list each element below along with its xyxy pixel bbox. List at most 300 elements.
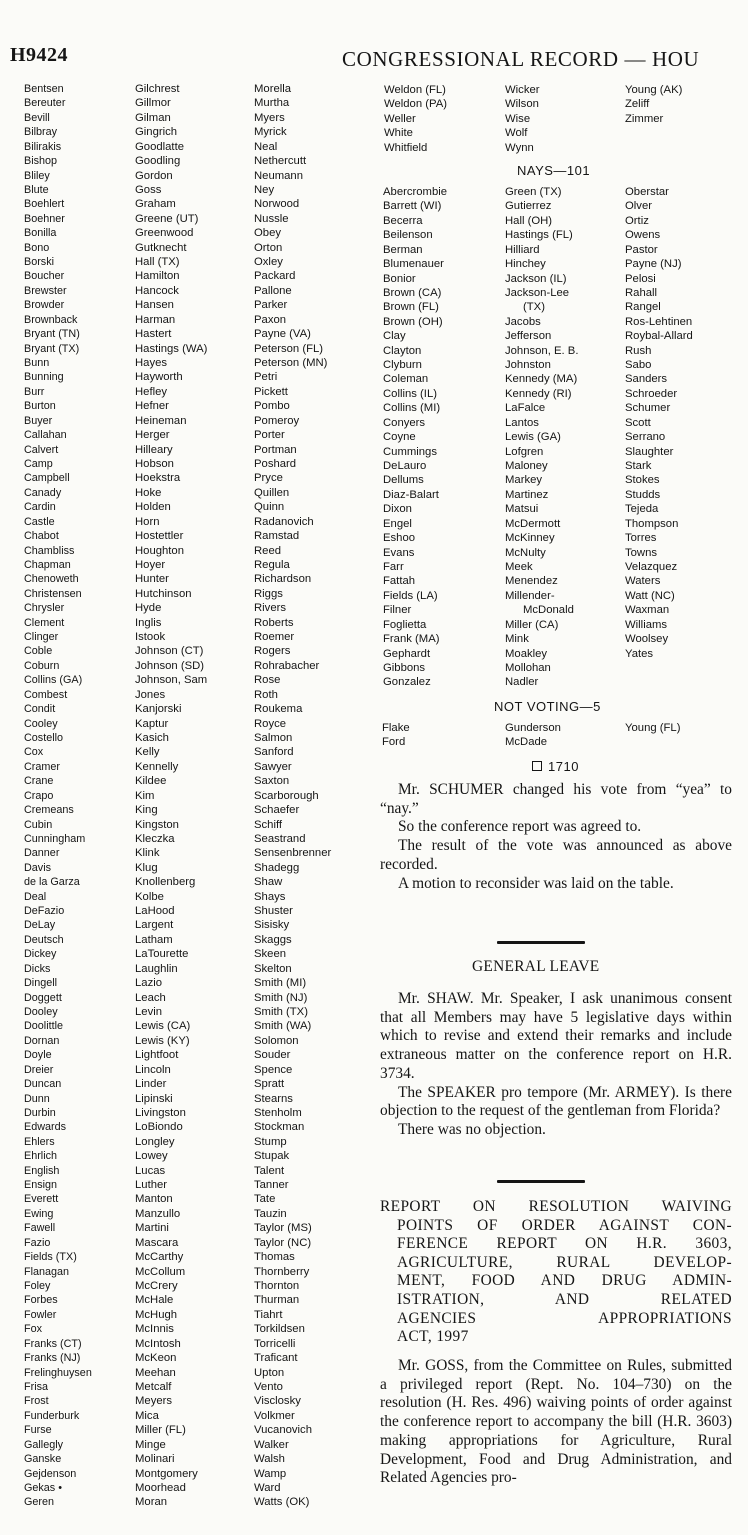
member-name: Cummings	[383, 445, 437, 458]
member-name: Hall (OH)	[505, 214, 553, 227]
member-name: Costello	[24, 731, 64, 744]
report-title-line: FERENCE REPORT ON H.R. 3603,	[397, 1235, 732, 1253]
member-name: Kennedy (MA)	[505, 373, 578, 386]
member-name: Hinchey	[505, 258, 546, 271]
member-name: Murtha	[254, 97, 290, 110]
member-name: Tiahrt	[254, 1308, 283, 1321]
member-name: Crapo	[24, 789, 54, 802]
member-name: Watt (NC)	[625, 589, 675, 602]
member-name: Manton	[135, 1193, 173, 1206]
member-name: Tauzin	[254, 1207, 287, 1220]
member-name: Foglietta	[383, 618, 427, 631]
report-title-line: AGRICULTURE, RURAL DEVELOP-	[397, 1253, 732, 1271]
member-name: Weller	[384, 112, 416, 125]
member-name: Lantos	[505, 416, 539, 429]
member-name: Ortiz	[625, 214, 649, 227]
member-name: Diaz-Balart	[383, 488, 439, 501]
member-name: Doolittle	[24, 1020, 64, 1033]
member-name: Young (AK)	[625, 84, 683, 96]
member-name: Oxley	[254, 256, 283, 269]
member-name: Young (FL)	[625, 722, 681, 734]
member-name: Christensen	[24, 587, 82, 600]
general-leave-heading: GENERAL LEAVE	[472, 958, 600, 975]
member-name: Johnson (SD)	[135, 659, 205, 672]
member-name: Shaw	[254, 876, 283, 889]
member-name: Rogers	[254, 645, 291, 658]
member-name: Miller (FL)	[135, 1424, 186, 1437]
member-name: Zimmer	[625, 112, 664, 125]
report-title-line: ISTRATION, AND RELATED	[397, 1290, 732, 1308]
member-name: Kelly	[135, 746, 160, 759]
member-name: Becerra	[383, 214, 423, 227]
member-name: Chabot	[24, 530, 59, 543]
member-name: Thornberry	[254, 1265, 310, 1278]
member-name: Kildee	[135, 775, 167, 788]
member-name: Kanjorski	[135, 703, 182, 716]
member-name: Paxon	[254, 313, 287, 326]
member-name: Meek	[505, 560, 533, 573]
member-name: Nadler	[505, 676, 539, 689]
member-name: Franks (CT)	[24, 1337, 82, 1350]
member-name: Markey	[505, 474, 543, 487]
member-name: Brownback	[24, 313, 78, 326]
member-name: Fields (TX)	[24, 1251, 77, 1264]
member-name: Stark	[625, 460, 652, 473]
member-name: LoBiondo	[135, 1121, 183, 1134]
member-name: DeLauro	[383, 460, 427, 473]
member-name: Lewis (CA)	[135, 1020, 191, 1033]
member-name: Holden	[135, 501, 171, 514]
member-name: Pombo	[254, 400, 290, 413]
member-name: Martinez	[505, 488, 549, 501]
member-name: Orton	[254, 241, 283, 254]
member-name: Beilenson	[383, 229, 433, 242]
member-name: Spence	[254, 1063, 293, 1076]
member-name: Filner	[383, 604, 412, 617]
member-name: Moorhead	[135, 1481, 186, 1494]
member-name: Klink	[135, 847, 160, 860]
report-title-line: MENT, FOOD AND DRUG ADMIN-	[397, 1272, 732, 1290]
section-divider	[497, 1180, 585, 1183]
member-name: Scott	[625, 416, 651, 429]
member-name: Hobson	[135, 457, 174, 470]
member-name: Fazio	[24, 1236, 51, 1249]
member-name: Ehlers	[24, 1135, 55, 1148]
member-name: Bryant (TX)	[24, 342, 80, 355]
member-name: Woolsey	[625, 633, 669, 646]
member-name: Hastert	[135, 328, 172, 341]
member-name: Sanders	[625, 373, 668, 386]
member-name: Owens	[625, 229, 661, 242]
paragraph: The result of the vote was announced as above recorded.	[380, 837, 732, 873]
member-name: Walker	[254, 1438, 289, 1451]
member-name: Ford	[382, 736, 406, 749]
member-name: Schaefer	[254, 804, 300, 817]
yeas-column-2	[135, 82, 207, 1510]
vote-result-text	[380, 781, 732, 893]
member-name: Geren	[24, 1496, 55, 1509]
member-name: Smith (MI)	[254, 977, 307, 990]
paragraph: Mr. SCHUMER changed his vote from “yea” to “nay.”	[380, 781, 732, 817]
member-name: Campbell	[24, 472, 70, 485]
member-name: Regula	[254, 558, 290, 571]
member-name: Dixon	[383, 503, 412, 516]
member-name: Smith (WA)	[254, 1020, 312, 1033]
member-name: Dellums	[383, 474, 424, 487]
member-name: Pomeroy	[254, 414, 300, 427]
member-name: Sensenbrenner	[254, 847, 332, 860]
member-name: Lofgren	[505, 445, 544, 458]
member-name: Everett	[24, 1193, 59, 1206]
member-name: Pastor	[625, 243, 658, 256]
member-name: Walsh	[254, 1453, 285, 1466]
member-name: Manzullo	[135, 1207, 181, 1220]
member-name: Lipinski	[135, 1092, 173, 1105]
member-name: Gillmor	[135, 97, 171, 110]
member-name: Roth	[254, 688, 278, 701]
member-name: Laughlin	[135, 962, 178, 975]
member-name: Salmon	[254, 731, 293, 744]
member-name: Cardin	[24, 501, 56, 514]
journal-title: CONGRESSIONAL RECORD — HOU	[342, 47, 700, 71]
member-name: Chenoweth	[24, 573, 79, 586]
member-name: Frisa	[24, 1380, 48, 1393]
member-name: Clement	[24, 616, 65, 629]
member-name: Furse	[24, 1424, 52, 1437]
member-name: Hamilton	[135, 270, 180, 283]
member-name: Engel	[383, 517, 412, 530]
member-name: Cox	[24, 746, 44, 759]
member-name: Slaughter	[625, 445, 674, 458]
member-name: Torricelli	[254, 1337, 296, 1350]
member-name: Zeliff	[625, 98, 650, 111]
member-name: Quinn	[254, 501, 285, 514]
member-name: Hunter	[135, 573, 169, 586]
member-name: Mica	[135, 1409, 159, 1422]
member-name: Wise	[505, 112, 531, 125]
member-name: Longley	[135, 1135, 175, 1148]
member-name: Weldon (PA)	[384, 98, 447, 111]
member-name: Blumenauer	[383, 258, 444, 271]
member-name: Gunderson	[505, 722, 561, 734]
member-name: Stenholm	[254, 1106, 302, 1119]
member-name: Boehner	[24, 212, 65, 225]
member-name: Tanner	[254, 1179, 289, 1192]
member-name: Bilbray	[24, 126, 58, 139]
member-name: Molinari	[135, 1453, 175, 1466]
member-name: Rivers	[254, 602, 287, 615]
member-name: Morella	[254, 83, 292, 95]
member-name: Goss	[135, 183, 162, 196]
member-name: Gilman	[135, 111, 171, 124]
member-name: Jacobs	[505, 315, 541, 328]
member-name: Hoyer	[135, 558, 166, 571]
member-name: Jones	[135, 688, 166, 701]
member-name: Johnson, E. B.	[505, 344, 579, 357]
member-name: Rush	[625, 344, 652, 357]
member-name: Deutsch	[24, 933, 64, 946]
member-name: Borski	[24, 256, 54, 269]
member-name: Largent	[135, 919, 174, 932]
member-name: Forbes	[24, 1294, 58, 1307]
member-name: Payne (NJ)	[625, 258, 682, 271]
member-name: Livingston	[135, 1106, 186, 1119]
member-name: Nussle	[254, 212, 289, 225]
member-name: McDonald	[523, 604, 574, 617]
member-name: Greenwood	[135, 227, 194, 240]
member-name: Istook	[135, 631, 166, 644]
member-name: Rose	[254, 674, 281, 687]
member-name: DeLay	[24, 919, 56, 932]
member-name: Petri	[254, 371, 278, 384]
member-name: McCollum	[135, 1265, 186, 1278]
member-name: Smith (TX)	[254, 1006, 308, 1018]
member-name: Wamp	[254, 1467, 287, 1480]
member-name: Wynn	[505, 141, 534, 154]
member-name: Fattah	[383, 575, 416, 588]
member-name: Graham	[135, 198, 176, 211]
member-name: Kennelly	[135, 760, 179, 773]
member-name: Serrano	[625, 431, 666, 444]
member-name: Ganske	[24, 1453, 62, 1466]
member-name: Fawell	[24, 1222, 56, 1235]
member-name: Millender-	[505, 589, 555, 602]
member-name: Coburn	[24, 659, 60, 672]
member-name: Levin	[135, 1006, 163, 1018]
member-name: Burton	[24, 400, 56, 413]
member-name: Poshard	[254, 457, 297, 470]
member-name: Hoke	[135, 486, 162, 499]
member-name: Linder	[135, 1078, 167, 1091]
member-name: Minge	[135, 1438, 166, 1451]
member-name: Moakley	[505, 647, 548, 660]
member-name: Hefner	[135, 400, 169, 413]
member-name: Danner	[24, 847, 60, 860]
member-name: Sanford	[254, 746, 294, 759]
member-name: Radanovich	[254, 515, 314, 528]
member-name: Hutchinson	[135, 587, 192, 600]
member-name: Dicks	[24, 962, 51, 975]
member-name: McCrery	[135, 1280, 178, 1293]
member-name: Dingell	[24, 977, 58, 990]
member-name: Volkmer	[254, 1409, 295, 1422]
member-name: Porter	[254, 429, 285, 442]
member-name: Ramstad	[254, 530, 300, 543]
member-name: Skeen	[254, 948, 287, 961]
not-voting-column-1	[382, 721, 410, 750]
yeas-column-1	[24, 82, 92, 1510]
member-name: Browder	[24, 299, 65, 312]
member-name: Visclosky	[254, 1395, 301, 1408]
member-name: Fox	[24, 1323, 42, 1336]
report-text	[380, 1357, 732, 1488]
member-name: Wolf	[505, 127, 528, 140]
member-name: Foley	[24, 1280, 51, 1293]
member-name: Barrett (WI)	[383, 200, 442, 213]
member-name: Chapman	[24, 558, 71, 571]
report-title-line: AGENCIES APPROPRIATIONS	[397, 1309, 732, 1327]
member-name: Bilirakis	[24, 140, 62, 153]
member-name: Fields (LA)	[383, 589, 438, 602]
member-name: McDermott	[505, 517, 561, 530]
nays-column-2	[505, 185, 578, 690]
member-name: Bentsen	[24, 83, 64, 95]
member-name: Rangel	[625, 301, 661, 314]
member-name: Williams	[625, 618, 668, 631]
member-name: Herger	[135, 429, 170, 442]
member-name: Clay	[383, 330, 406, 343]
member-name: Rahall	[625, 286, 658, 299]
member-name: Bishop	[24, 155, 58, 168]
member-name: Thomas	[254, 1251, 295, 1264]
member-name: Burr	[24, 385, 45, 398]
member-name: Funderburk	[24, 1409, 80, 1422]
member-name: Gutierrez	[505, 200, 552, 213]
member-name: Peterson (MN)	[254, 357, 328, 370]
member-name: Dooley	[24, 1006, 58, 1018]
member-name: Portman	[254, 443, 297, 456]
paragraph: Mr. GOSS, from the Committee on Rules, submitted a privileged report (Rept. No. 104–730) on the resolution (H. Res. 496) waiving points of order against the conference report to accompany the bill (H.R. 3603) making appropriations for Agriculture, Rural Development, Food and Drug Administration, and Related Agencies pro-	[380, 1357, 732, 1487]
member-name: Sabo	[625, 359, 652, 372]
member-name: Duncan	[24, 1078, 62, 1091]
member-name: Hilleary	[135, 443, 173, 456]
paragraph: A motion to reconsider was laid on the table.	[398, 874, 674, 892]
member-name: Sisisky	[254, 919, 290, 932]
member-name: Riggs	[254, 587, 283, 600]
member-name: King	[135, 804, 158, 817]
member-name: LaTourette	[135, 948, 189, 961]
member-name: Evans	[383, 546, 415, 559]
member-name: Traficant	[254, 1352, 298, 1365]
member-name: Gejdenson	[24, 1467, 77, 1480]
member-name: Richardson	[254, 573, 312, 586]
member-name: Shadegg	[254, 861, 300, 874]
member-name: Thornton	[254, 1280, 300, 1293]
member-name: Boehlert	[24, 198, 65, 211]
member-name: Deal	[24, 890, 47, 903]
time-marker-label: 1710	[548, 759, 579, 774]
member-name: McHugh	[135, 1308, 178, 1321]
member-name: Sawyer	[254, 760, 292, 773]
member-name: Franks (NJ)	[24, 1352, 81, 1365]
member-name: Torres	[625, 532, 657, 545]
report-title	[380, 1198, 732, 1347]
member-name: Cramer	[24, 760, 60, 773]
member-name: Clinger	[24, 631, 59, 644]
member-name: Stupak	[254, 1150, 290, 1163]
member-name: Coble	[24, 645, 53, 658]
member-name: Roemer	[254, 631, 295, 644]
member-name: Dickey	[24, 948, 57, 961]
member-name: Brewster	[24, 284, 67, 297]
member-name: Hayes	[135, 357, 168, 370]
member-name: Weldon (FL)	[384, 84, 446, 96]
member-name: Saxton	[254, 775, 290, 788]
member-name: Boucher	[24, 270, 65, 283]
member-name: Eshoo	[383, 532, 416, 545]
member-name: Kleczka	[135, 832, 175, 845]
member-name: Latham	[135, 933, 173, 946]
member-name: Stump	[254, 1135, 287, 1148]
nays-column-3	[625, 185, 693, 661]
member-name: Goodlatte	[135, 140, 184, 153]
member-name: Cunningham	[24, 832, 86, 845]
paragraph: Mr. SHAW. Mr. Speaker, I ask unanimous consent that all Members may have 5 legislative days within which to revise and extend their remarks and include extraneous matter on the conference report on H.R. 3734.	[380, 990, 732, 1082]
paragraph: So the conference report was agreed to.	[398, 818, 642, 836]
member-name: Upton	[254, 1366, 285, 1379]
member-name: Johnston	[505, 359, 551, 372]
member-name: Dornan	[24, 1034, 60, 1047]
member-name: Combest	[24, 688, 68, 701]
member-name: White	[384, 127, 413, 140]
member-name: Torkildsen	[254, 1323, 305, 1336]
member-name: Brown (CA)	[383, 286, 442, 299]
member-name: Dunn	[24, 1092, 50, 1105]
member-name: Ehrlich	[24, 1150, 58, 1163]
member-name: Gingrich	[135, 126, 178, 139]
member-name: Towns	[625, 546, 658, 559]
nays-heading: NAYS—101	[517, 163, 591, 178]
member-name: Flake	[382, 722, 410, 734]
member-name: Stokes	[625, 474, 660, 487]
member-name: Collins (GA)	[24, 674, 83, 687]
member-name: Metcalf	[135, 1380, 172, 1393]
member-name: Payne (VA)	[254, 328, 311, 341]
member-name: Jackson-Lee	[505, 286, 570, 299]
member-name: Waxman	[625, 604, 670, 617]
member-name: Durbin	[24, 1106, 56, 1119]
member-name: Gonzalez	[383, 676, 431, 689]
member-name: McNulty	[505, 546, 546, 559]
member-name: Greene (UT)	[135, 212, 199, 225]
member-name: Brown (OH)	[383, 315, 443, 328]
member-name: Gordon	[135, 169, 173, 182]
member-name: Dreier	[24, 1063, 54, 1076]
member-name: Mollohan	[505, 661, 551, 674]
member-name: Davis	[24, 861, 51, 874]
member-name: Conyers	[383, 416, 426, 429]
member-name: Bonior	[383, 272, 416, 285]
member-name: Kingston	[135, 818, 179, 831]
member-name: Castle	[24, 515, 55, 528]
member-name: Tejeda	[625, 503, 659, 516]
member-name: Whitfield	[384, 141, 428, 154]
member-name: Inglis	[135, 616, 162, 629]
member-name: Neumann	[254, 169, 303, 182]
member-name: Maloney	[505, 460, 548, 473]
member-name: Olver	[625, 200, 652, 213]
member-name: Vento	[254, 1380, 283, 1393]
member-name: Bono	[24, 241, 50, 254]
member-name: Hyde	[135, 602, 162, 615]
member-name: Flanagan	[24, 1265, 70, 1278]
member-name: Thompson	[625, 517, 679, 530]
member-name: Gibbons	[383, 661, 426, 674]
member-name: Wilson	[505, 98, 539, 111]
member-name: Stearns	[254, 1092, 293, 1105]
member-name: Schroeder	[625, 387, 678, 400]
member-name: Thurman	[254, 1294, 300, 1307]
member-name: Callahan	[24, 429, 67, 442]
paragraph: There was no objection.	[398, 1120, 546, 1138]
nays-column-1	[383, 185, 447, 690]
member-name: Abercrombie	[383, 186, 448, 198]
member-name: Kim	[135, 789, 155, 802]
member-name: Smith (NJ)	[254, 991, 308, 1004]
member-name: Neal	[254, 140, 278, 153]
member-name: Lewis (GA)	[505, 431, 561, 444]
member-name: Studds	[625, 488, 661, 501]
